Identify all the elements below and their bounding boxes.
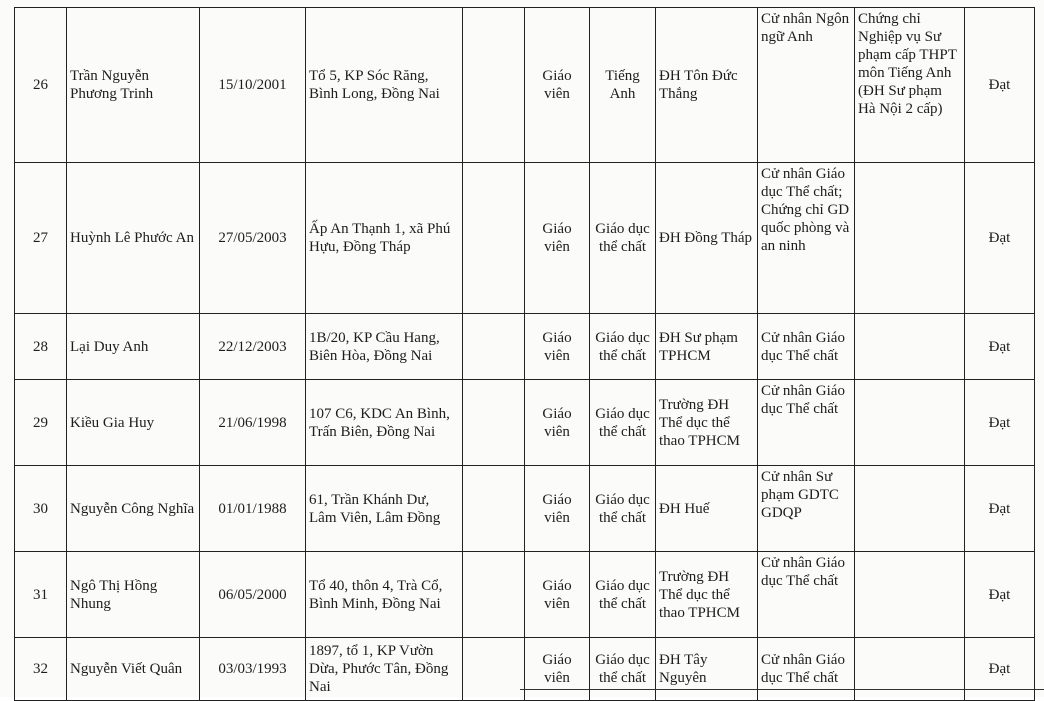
candidate-name: Lại Duy Anh bbox=[67, 314, 200, 380]
training-school: Trường ĐH Thể dục thể thao TPHCM bbox=[656, 552, 758, 638]
certificate bbox=[855, 314, 965, 380]
result: Đạt bbox=[965, 552, 1035, 638]
training-school: ĐH Đồng Tháp bbox=[656, 163, 758, 314]
degree: Cử nhân Giáo dục Thể chất bbox=[758, 380, 855, 466]
date-of-birth: 21/06/1998 bbox=[200, 380, 306, 466]
subject: Giáo dục thể chất bbox=[590, 314, 656, 380]
row-number: 26 bbox=[15, 8, 67, 163]
subject: Giáo dục thể chất bbox=[590, 380, 656, 466]
candidate-table bbox=[14, 7, 1035, 701]
subject: Giáo dục thể chất bbox=[590, 466, 656, 552]
subject: Tiếng Anh bbox=[590, 8, 656, 163]
candidate-name: Nguyễn Công Nghĩa bbox=[67, 466, 200, 552]
date-of-birth: 03/03/1993 bbox=[200, 638, 306, 701]
subject: Giáo dục thể chất bbox=[590, 163, 656, 314]
address: Ấp An Thạnh 1, xã Phú Hựu, Đồng Tháp bbox=[306, 163, 463, 314]
certificate bbox=[855, 466, 965, 552]
position: Giáo viên bbox=[525, 380, 590, 466]
candidate-name: Trần Nguyễn Phương Trinh bbox=[67, 8, 200, 163]
address: Tổ 40, thôn 4, Trà Cổ, Bình Minh, Đồng Nai bbox=[306, 552, 463, 638]
degree: Cử nhân Giáo dục Thể chất bbox=[758, 638, 855, 701]
candidate-name: Kiều Gia Huy bbox=[67, 380, 200, 466]
degree: Cử nhân Giáo dục Thể chất bbox=[758, 314, 855, 380]
position: Giáo viên bbox=[525, 163, 590, 314]
table-row bbox=[15, 314, 1035, 380]
date-of-birth: 01/01/1988 bbox=[200, 466, 306, 552]
degree: Cử nhân Ngôn ngữ Anh bbox=[758, 8, 855, 163]
empty-cell bbox=[463, 8, 525, 163]
row-number: 31 bbox=[15, 552, 67, 638]
training-school: ĐH Tây Nguyên bbox=[656, 638, 758, 701]
position: Giáo viên bbox=[525, 638, 590, 701]
training-school: ĐH Sư phạm TPHCM bbox=[656, 314, 758, 380]
empty-cell bbox=[463, 380, 525, 466]
table-row bbox=[15, 552, 1035, 638]
table-row bbox=[15, 163, 1035, 314]
training-school: ĐH Tôn Đức Thắng bbox=[656, 8, 758, 163]
certificate bbox=[855, 380, 965, 466]
empty-cell bbox=[463, 552, 525, 638]
certificate bbox=[855, 552, 965, 638]
position: Giáo viên bbox=[525, 314, 590, 380]
subject: Giáo dục thể chất bbox=[590, 552, 656, 638]
candidate-name: Nguyễn Viết Quân bbox=[67, 638, 200, 701]
address: 61, Trần Khánh Dư, Lâm Viên, Lâm Đồng bbox=[306, 466, 463, 552]
position: Giáo viên bbox=[525, 8, 590, 163]
table-row bbox=[15, 380, 1035, 466]
result: Đạt bbox=[965, 380, 1035, 466]
result: Đạt bbox=[965, 314, 1035, 380]
row-number: 32 bbox=[15, 638, 67, 701]
address: Tổ 5, KP Sóc Răng, Bình Long, Đồng Nai bbox=[306, 8, 463, 163]
training-school: ĐH Huế bbox=[656, 466, 758, 552]
address: 1897, tổ 1, KP Vườn Dừa, Phước Tân, Đồng Nai bbox=[306, 638, 463, 701]
training-school: Trường ĐH Thể dục thể thao TPHCM bbox=[656, 380, 758, 466]
position: Giáo viên bbox=[525, 466, 590, 552]
degree: Cử nhân Sư phạm GDTC GDQP bbox=[758, 466, 855, 552]
table-row bbox=[15, 638, 1035, 701]
address: 107 C6, KDC An Bình, Trấn Biên, Đồng Nai bbox=[306, 380, 463, 466]
date-of-birth: 27/05/2003 bbox=[200, 163, 306, 314]
certificate: Chứng chỉ Nghiệp vụ Sư phạm cấp THPT môn Tiếng Anh (ĐH Sư phạm Hà Nội 2 cấp) bbox=[855, 8, 965, 163]
degree: Cử nhân Giáo dục Thể chất; Chứng chỉ GD quốc phòng và an ninh bbox=[758, 163, 855, 314]
position: Giáo viên bbox=[525, 552, 590, 638]
result: Đạt bbox=[965, 466, 1035, 552]
empty-cell bbox=[463, 466, 525, 552]
result: Đạt bbox=[965, 8, 1035, 163]
certificate bbox=[855, 163, 965, 314]
empty-cell bbox=[463, 163, 525, 314]
table-row bbox=[15, 466, 1035, 552]
page-edge-line bbox=[520, 689, 1044, 690]
empty-cell bbox=[463, 638, 525, 701]
date-of-birth: 22/12/2003 bbox=[200, 314, 306, 380]
date-of-birth: 06/05/2000 bbox=[200, 552, 306, 638]
certificate bbox=[855, 638, 965, 701]
result: Đạt bbox=[965, 163, 1035, 314]
candidate-name: Ngô Thị Hồng Nhung bbox=[67, 552, 200, 638]
table-row bbox=[15, 8, 1035, 163]
row-number: 29 bbox=[15, 380, 67, 466]
degree: Cử nhân Giáo dục Thể chất bbox=[758, 552, 855, 638]
row-number: 30 bbox=[15, 466, 67, 552]
address: 1B/20, KP Cầu Hang, Biên Hòa, Đồng Nai bbox=[306, 314, 463, 380]
result: Đạt bbox=[965, 638, 1035, 701]
date-of-birth: 15/10/2001 bbox=[200, 8, 306, 163]
row-number: 28 bbox=[15, 314, 67, 380]
subject: Giáo dục thể chất bbox=[590, 638, 656, 701]
candidate-name: Huỳnh Lê Phước An bbox=[67, 163, 200, 314]
empty-cell bbox=[463, 314, 525, 380]
row-number: 27 bbox=[15, 163, 67, 314]
